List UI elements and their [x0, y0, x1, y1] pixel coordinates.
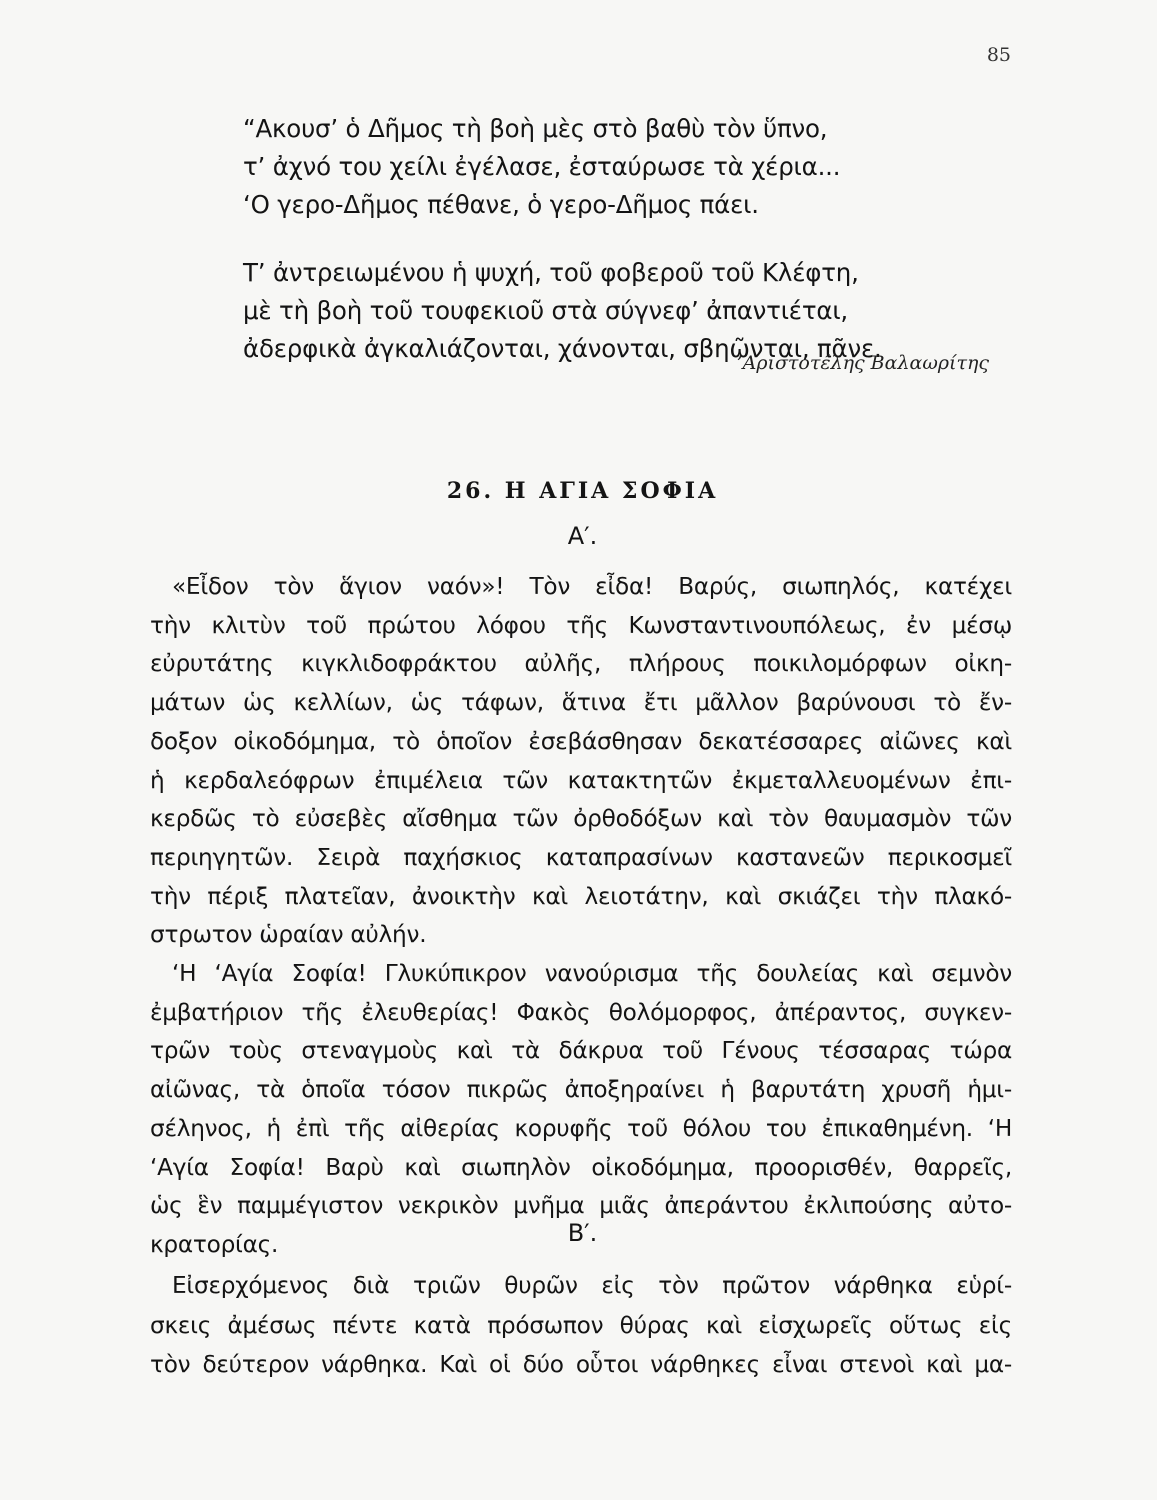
prose-line: ‘Αγία Σοφία! Βαρὺ καὶ σιωπηλὸν οἰκοδόμημα, προορισθέν, θαρρεῖς,: [150, 1153, 1012, 1181]
prose-line: τὴν κλιτὺν τοῦ πρώτου λόφου τῆς Κωνσταντινουπόλεως, ἐν μέσῳ: [150, 611, 1012, 639]
poem-line: ‘Ο γερο-Δῆμος πέθανε, ὁ γερο-Δῆμος πάει.: [243, 190, 759, 219]
stanza-gap: [243, 224, 1003, 254]
prose-line: «Εἶδον τὸν ἅγιον ναόν»! Τὸν εἶδα! Βαρύς, σιωπηλός, κατέχει: [172, 573, 1012, 600]
poem-line: τ’ ἀχνό του χείλι ἐγέλασε, ἐσταύρωσε τὰ χέρια...: [243, 152, 841, 181]
prose-line: σέληνος, ἡ ἐπὶ τῆς αἰθερίας κορυφῆς τοῦ θόλου του ἐπικαθημένη. ‘Η: [150, 1114, 1012, 1142]
prose-line: τρῶν τοὺς στεναγμοὺς καὶ τὰ δάκρυα τοῦ Γένους τέσσαρας τώρα: [150, 1037, 1012, 1065]
poem-line: “Ακουσ’ ὁ Δῆμος τὴ βοὴ μὲς στὸ βαθὺ τὸν ὕπνο,: [243, 114, 828, 143]
prose-line: στρωτον ὡραίαν αὐλήν.: [150, 921, 427, 949]
prose-line: κρατορίας.: [150, 1230, 279, 1258]
prose-line: τὸν δεύτερον νάρθηκα. Καὶ οἱ δύο οὗτοι νάρθηκες εἶναι στενοὶ καὶ μα-: [150, 1351, 1012, 1378]
section-a-text: [150, 568, 1012, 1265]
section-a-marker: Α′.: [567, 522, 598, 550]
prose-line: ‘Η ‘Αγία Σοφία! Γλυκύπικρον νανούρισμα τῆς δουλείας καὶ σεμνὸν: [172, 960, 1012, 988]
poem-line: ἀδερφικὰ ἀγκαλιάζονται, χάνονται, σβηῶνται, πᾶνε.: [243, 334, 882, 363]
prose-line: μάτων ὡς κελλίων, ὡς τάφων, ἅτινα ἔτι μᾶλλον βαρύνουσι τὸ ἔν-: [150, 689, 1012, 717]
prose-line: ἐμβατήριον τῆς ἐλευθερίας! Φακὸς θολόμορφος, ἀπέραντος, συγκεν-: [150, 998, 1012, 1026]
prose-line: περιηγητῶν. Σειρὰ παχήσκιος καταπρασίνων καστανεῶν περικοσμεῖ: [150, 843, 1012, 871]
prose-line: αἰῶνας, τὰ ὁποῖα τόσον πικρῶς ἀποξηραίνει ἡ βαρυτάτη χρυσῆ ἡμι-: [150, 1076, 1012, 1104]
prose-line: ἡ κερδαλεόφρων ἐπιμέλεια τῶν κατακτητῶν ἐκμεταλλευομένων ἐπι-: [150, 766, 1012, 794]
poem-line: Τ’ ἀντρειωμένου ἡ ψυχή, τοῦ φοβεροῦ τοῦ Κλέφτη,: [243, 258, 859, 287]
prose-line: σκεις ἀμέσως πέντε κατὰ πρόσωπον θύρας καὶ εἰσχωρεῖς οὕτως εἰς: [150, 1311, 1012, 1339]
section-b-text: [150, 1266, 1012, 1385]
prose-line: τὴν πέριξ πλατεῖαν, ἀνοικτὴν καὶ λειοτάτην, καὶ σκιάζει τὴν πλακό-: [150, 882, 1012, 910]
poem-attribution: ’Αριστοτέλης Βαλαωρίτης: [736, 352, 989, 374]
poem-line: μὲ τὴ βοὴ τοῦ τουφεκιοῦ στὰ σύγνεφ’ ἀπαντιέται,: [243, 296, 849, 325]
prose-line: ὡς ἓν παμμέγιστον νεκρικὸν μνῆμα μιᾶς ἀπεράντου ἐκλιπούσης αὐτο-: [150, 1192, 1012, 1220]
prose-line: κερδῶς τὸ εὐσεβὲς αἴσθημα τῶν ὀρθοδόξων καὶ τὸν θαυμασμὸν τῶν: [150, 805, 1012, 833]
prose-line: Εἰσερχόμενος διὰ τριῶν θυρῶν εἰς τὸν πρῶτον νάρθηκα εὑρί-: [172, 1272, 1012, 1299]
poem: [243, 110, 1003, 368]
chapter-heading: 26. Η ΑΓΙΑ ΣΟΦΙΑ: [446, 478, 719, 504]
prose-line: δοξον οἰκοδόμημα, τὸ ὁποῖον ἐσεβάσθησαν δεκατέσσαρες αἰῶνες καὶ: [150, 727, 1012, 755]
section-b-marker: Β′.: [567, 1219, 598, 1247]
page-number: 85: [986, 44, 1011, 66]
prose-line: εὐρυτάτης κιγκλιδοφράκτου αὐλῆς, πλήρους ποικιλομόρφων οἰκη-: [150, 650, 1012, 678]
